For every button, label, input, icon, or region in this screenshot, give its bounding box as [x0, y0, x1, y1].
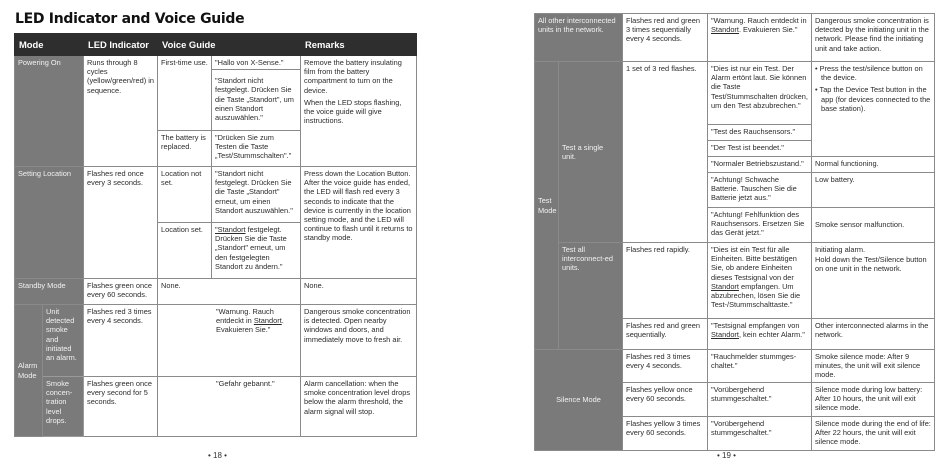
condition-first-time: First-time use.	[158, 56, 212, 131]
header-remarks: Remarks	[301, 34, 417, 56]
table-row	[15, 305, 417, 377]
led-voice-table-right	[534, 13, 935, 451]
remarks-test-single: • Press the test/silence button on the device. • Tap the Device Test button in the app (for devices connected to the base station).	[812, 62, 935, 157]
table-row	[15, 377, 417, 437]
table-row	[15, 279, 417, 305]
voice-hallo: "Hallo von X-Sense."	[212, 58, 300, 70]
voice-silence-1: "Rauchmelder stummges-chaltet."	[708, 350, 812, 383]
mode-silence: Silence Mode	[535, 350, 623, 451]
table-row	[15, 167, 417, 223]
page-number: • 19 •	[717, 451, 736, 460]
header-voice: Voice Guide	[158, 34, 301, 56]
voice-location-set: "Standort festgelegt. Drücken Sie die Taste „Standort" erneut, um den festgelegten Standort zu ändern."	[212, 223, 301, 279]
led-sequential: Flashes red and green sequentially.	[623, 319, 708, 350]
remarks-batterie: Low battery.	[812, 173, 935, 208]
remarks-silence-2: Silence mode during low battery: After 10 hours, the unit will exit silence mode.	[812, 382, 935, 416]
table-row	[15, 56, 417, 131]
led-rapid: Flashes red rapidly.	[623, 243, 708, 319]
led-all-other: Flashes red and green 3 times sequentially every 4 seconds.	[623, 14, 708, 62]
voice-battery-replaced: "Drücken Sie zum Testen die Taste „Test/Stummschalten"."	[212, 131, 301, 167]
voice-alarm-drops: "Gefahr gebannt."	[158, 377, 301, 437]
mode-setting-location: Setting Location	[15, 167, 84, 279]
led-silence-2: Flashes yellow once every 60 seconds.	[623, 382, 708, 416]
remarks-silence-3: Silence mode during the end of life: After 22 hours, the unit will exit silence mode.	[812, 416, 935, 450]
led-test-single: 1 set of 3 red flashes.	[623, 62, 708, 243]
voice-location-not-set: "Standort nicht festgelegt. Drücken Sie die Taste „Standort" erneut, um einen Standort auszuwählen."	[212, 167, 301, 223]
table-row	[535, 62, 935, 125]
remarks-powering-on: Remove the battery insulating film from the battery compartment to turn on the device. When the LED stops flashing, the voice guide will give instructions.	[301, 56, 417, 167]
mode-test: Test Mode	[535, 62, 559, 350]
page-19	[475, 0, 950, 467]
alarm-smoke-drops: Smoke concen-tration level drops.	[43, 377, 84, 437]
table-header-row	[15, 34, 417, 56]
voice-test-intro: "Dies ist nur ein Test. Der Alarm ertönt laut. Sie können die Taste Test/Stummschalten drücken, um den Test abzubrechen."	[708, 62, 812, 125]
condition-location-set: Location set.	[158, 223, 212, 279]
table-row	[535, 243, 935, 319]
remarks-fehlfunktion: Smoke sensor malfunction.	[812, 208, 935, 243]
led-standby: Flashes green once every 60 seconds.	[84, 279, 158, 305]
mode-alarm: Alarm Mode	[15, 305, 43, 437]
voice-fehlfunktion: "Achtung! Fehlfunktion des Rauchsensors. Ersetzen Sie das Gerät jetzt."	[708, 208, 812, 243]
voice-empfangen: "Testsignal empfangen von Standort, kein echter Alarm."	[708, 319, 812, 350]
voice-standort: "Standort nicht festgelegt. Drücken Sie die Taste „Standort", um einen Standort auszuwählen."	[215, 76, 294, 123]
mode-standby: Standby Mode	[15, 279, 84, 305]
test-single-unit: Test a single unit.	[559, 62, 623, 243]
voice-all-other: "Warnung. Rauch entdeckt in Standort. Evakuieren Sie."	[708, 14, 812, 62]
voice-batterie: "Achtung! Schwache Batterie. Tauschen Sie die Batterie jetzt aus."	[708, 173, 812, 208]
voice-normal: "Normaler Betriebszustand."	[708, 157, 812, 173]
led-silence-3: Flashes yellow 3 times every 60 seconds.	[623, 416, 708, 450]
voice-silence-3: "Vorübergehend stummgeschaltet."	[708, 416, 812, 450]
voice-beendet: "Der Test ist beendet."	[708, 141, 812, 157]
table-row	[535, 350, 935, 383]
led-alarm-unit: Flashes red 3 times every 4 seconds.	[84, 305, 158, 377]
remarks-alarm-drops: Alarm cancellation: when the smoke concentration level drops below the alarm threshold, the alarm signal will stop.	[301, 377, 417, 437]
voice-rauchsensor: "Test des Rauchsensors."	[708, 125, 812, 141]
remarks-setting-location: Press down the Location Button. After the voice guide has ended, the LED will flash red every 3 seconds to indicate that the device is currently in the location setting mode, and the LED will continue to flash until it returns to standby mode.	[301, 167, 417, 279]
header-led: LED Indicator	[84, 34, 158, 56]
alarm-unit-detected: Unit detected smoke and initiated an alarm.	[43, 305, 84, 377]
condition-battery-replaced: The battery is replaced.	[158, 131, 212, 167]
page-title: LED Indicator and Voice Guide	[15, 11, 245, 27]
voice-silence-2: "Vorübergehend stummgeschaltet."	[708, 382, 812, 416]
mode-powering-on: Powering On	[15, 56, 84, 167]
header-mode: Mode	[15, 34, 84, 56]
condition-location-not-set: Location not set.	[158, 167, 212, 223]
voice-alarm-unit: "Warnung. Rauch entdeckt in Standort. Evakuieren Sie."	[158, 305, 301, 377]
remarks-silence-1: Smoke silence mode: After 9 minutes, the unit will exit silence mode.	[812, 350, 935, 383]
led-voice-table-left	[14, 33, 417, 437]
remarks-all-other: Dangerous smoke concentration is detected by the initiating unit in the network. Please find the initiating unit and take action.	[812, 14, 935, 62]
remarks-empfangen: Other interconnected alarms in the network.	[812, 319, 935, 350]
voice-alle-einheiten: "Dies ist ein Test für alle Einheiten. Bitte bestätigen Sie, ob andere Einheiten dieses Testsignal von der Standort empfangen. Um abzubrechen, lösen Sie die Test-/Stummschalttaste."	[708, 243, 812, 319]
remarks-initiating: Initiating alarm. Hold down the Test/Silence button on one unit in the network.	[812, 243, 935, 319]
page-number: • 18 •	[208, 451, 227, 460]
led-powering-on: Runs through 8 cycles (yellow/green/red) in sequence.	[84, 56, 158, 167]
voice-standby: None.	[158, 279, 301, 305]
voice-first-time	[212, 56, 301, 131]
remarks-alarm-unit: Dangerous smoke concentration is detected. Open nearby windows and doors, and immediately move to fresh air.	[301, 305, 417, 377]
test-all-units: Test all interconnect-ed units.	[559, 243, 623, 350]
led-silence-1: Flashes red 3 times every 4 seconds.	[623, 350, 708, 383]
remarks-normal: Normal functioning.	[812, 157, 935, 173]
led-alarm-drops: Flashes green once every second for 5 seconds.	[84, 377, 158, 437]
led-setting-location: Flashes red once every 3 seconds.	[84, 167, 158, 279]
table-row	[535, 14, 935, 62]
all-other-units: All other interconnected units in the network.	[535, 14, 623, 62]
remarks-standby: None.	[301, 279, 417, 305]
